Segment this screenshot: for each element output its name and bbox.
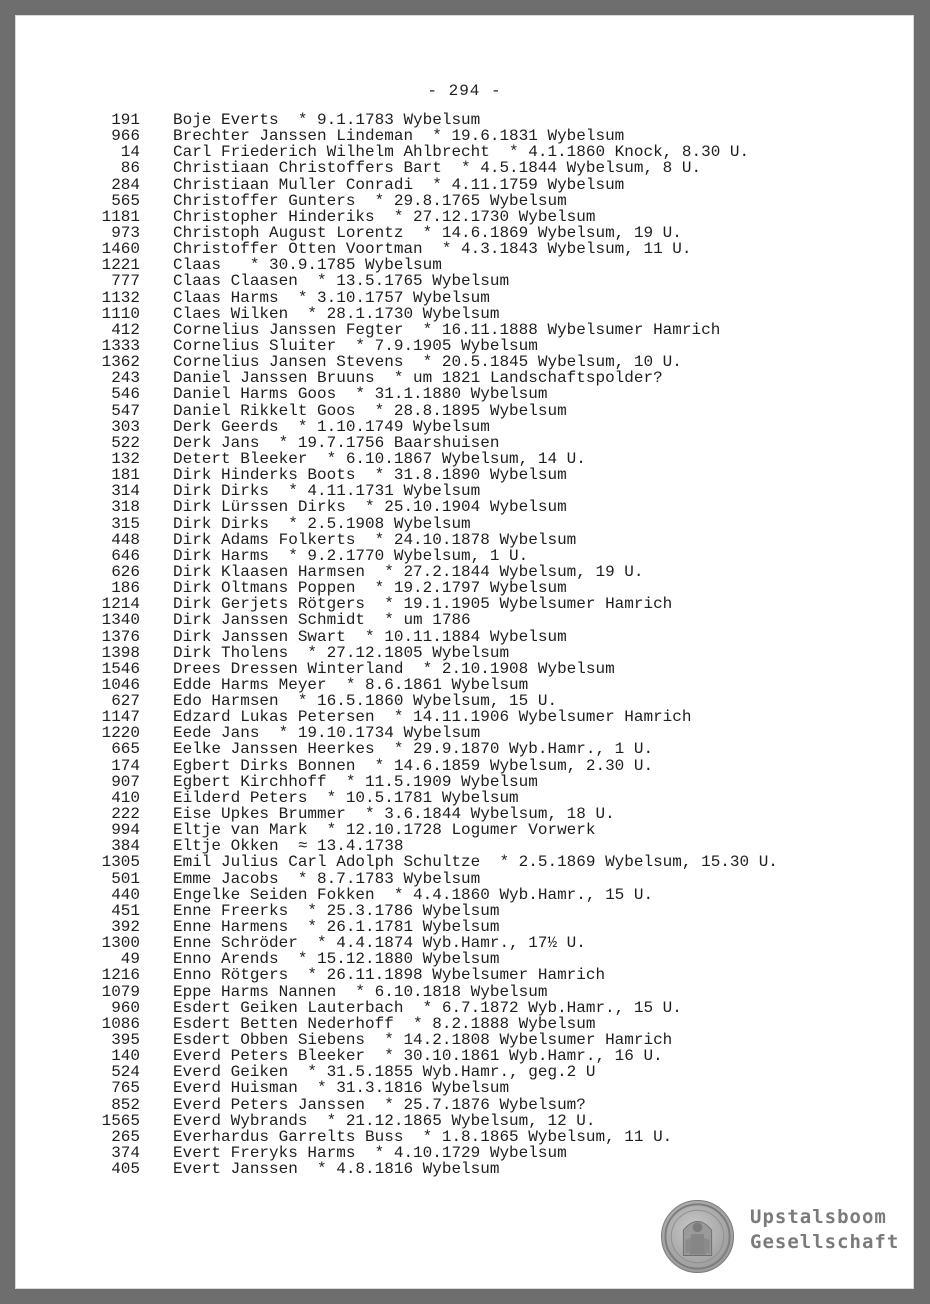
entry-text: Derk Geerds * 1.10.1749 Wybelsum: [173, 417, 490, 436]
list-item: [86, 661, 778, 677]
list-item: [86, 741, 778, 757]
entry-text: Engelke Seiden Fokken * 4.4.1860 Wyb.Hamr., 15 U.: [173, 885, 654, 904]
entry-text: Claas Claasen * 13.5.1765 Wybelsum: [173, 272, 510, 291]
entry-text: Dirk Harms * 9.2.1770 Wybelsum, 1 U.: [173, 546, 529, 565]
entry-text: Daniel Rikkelt Goos * 28.8.1895 Wybelsum: [173, 401, 567, 420]
list-item: [86, 693, 778, 709]
entry-text: Eltje Okken ≈ 13.4.1738: [173, 837, 404, 856]
list-item: [86, 629, 778, 645]
entry-text: Detert Bleeker * 6.10.1867 Wybelsum, 14 U.: [173, 449, 586, 468]
list-item: [86, 871, 778, 887]
entry-number: 1333: [101, 336, 140, 355]
list-item: [86, 903, 778, 919]
entry-number: 405: [111, 1160, 140, 1179]
entry-number: 1147: [101, 708, 140, 727]
list-item: [86, 1080, 778, 1096]
entry-list: [86, 112, 778, 1177]
list-item: [86, 596, 778, 612]
entry-text: Derk Jans * 19.7.1756 Baarshuisen: [173, 433, 500, 452]
entry-number: 191: [111, 111, 140, 129]
entry-number: 960: [111, 998, 140, 1017]
list-item: [86, 709, 778, 725]
list-item: [86, 225, 778, 241]
entry-number: 1110: [101, 304, 140, 323]
entry-number: 1305: [101, 853, 140, 872]
entry-number: 777: [111, 272, 140, 291]
entry-number: 852: [111, 1095, 140, 1114]
list-item: [86, 1161, 778, 1177]
list-item: [86, 645, 778, 661]
list-item: [86, 790, 778, 806]
entry-number: 49: [120, 950, 140, 969]
entry-text: Christopher Hinderiks * 27.12.1730 Wybelsum: [173, 207, 596, 226]
entry-text: Edde Harms Meyer * 8.6.1861 Wybelsum: [173, 675, 529, 694]
list-item: [86, 419, 778, 435]
entry-text: Enno Rötgers * 26.11.1898 Wybelsumer Hamrich: [173, 966, 606, 985]
entry-text: Dirk Oltmans Poppen * 19.2.1797 Wybelsum: [173, 579, 567, 598]
entry-number: 1220: [101, 724, 140, 743]
society-logo: [658, 1200, 908, 1275]
entry-number: 1046: [101, 675, 140, 694]
entry-number: 440: [111, 885, 140, 904]
entry-text: Enno Arends * 15.12.1880 Wybelsum: [173, 950, 500, 969]
entry-text: Cornelius Janssen Fegter * 16.11.1888 Wybelsumer Hamrich: [173, 320, 721, 339]
entry-number: 524: [111, 1063, 140, 1082]
list-item: [86, 1032, 778, 1048]
entry-text: Dirk Adams Folkerts * 24.10.1878 Wybelsum: [173, 530, 577, 549]
entry-number: 132: [111, 449, 140, 468]
entry-text: Emme Jacobs * 8.7.1783 Wybelsum: [173, 869, 481, 888]
entry-text: Everd Peters Janssen * 25.7.1876 Wybelsum?: [173, 1095, 586, 1114]
list-item: [86, 1145, 778, 1161]
list-item: [86, 1097, 778, 1113]
entry-number: 181: [111, 466, 140, 485]
entry-text: Dirk Hinderks Boots * 31.8.1890 Wybelsum: [173, 466, 567, 485]
entry-text: Enne Schröder * 4.4.1874 Wyb.Hamr., 17½ U.: [173, 934, 586, 953]
list-item: [86, 1113, 778, 1129]
list-item: [86, 677, 778, 693]
entry-text: Eilderd Peters * 10.5.1781 Wybelsum: [173, 788, 519, 807]
entry-number: 186: [111, 579, 140, 598]
entry-text: Egbert Kirchhoff * 11.5.1909 Wybelsum: [173, 772, 538, 791]
entry-number: 665: [111, 740, 140, 759]
entry-text: Egbert Dirks Bonnen * 14.6.1859 Wybelsum, 2.30 U.: [173, 756, 654, 775]
entry-number: 284: [111, 175, 140, 194]
list-item: [86, 1016, 778, 1032]
entry-number: 1300: [101, 934, 140, 953]
entry-number: 765: [111, 1079, 140, 1098]
entry-text: Evert Janssen * 4.8.1816 Wybelsum: [173, 1160, 500, 1179]
list-item: [86, 306, 778, 322]
entry-text: Claas Harms * 3.10.1757 Wybelsum: [173, 288, 490, 307]
entry-number: 1132: [101, 288, 140, 307]
entry-text: Cornelius Jansen Stevens * 20.5.1845 Wybelsum, 10 U.: [173, 353, 682, 372]
list-item: [86, 1000, 778, 1016]
list-item: [86, 758, 778, 774]
entry-text: Dirk Janssen Schmidt * um 1786: [173, 611, 471, 630]
entry-number: 1340: [101, 611, 140, 630]
entry-number: 994: [111, 821, 140, 840]
list-item: [86, 919, 778, 935]
entry-text: Everhardus Garrelts Buss * 1.8.1865 Wybelsum, 11 U.: [173, 1127, 673, 1146]
list-item: [86, 564, 778, 580]
list-item: [86, 338, 778, 354]
entry-number: 1376: [101, 627, 140, 646]
entry-number: 1086: [101, 1014, 140, 1033]
list-item: [86, 1064, 778, 1080]
entry-text: Boje Everts * 9.1.1783 Wybelsum: [173, 111, 481, 129]
entry-text: Enne Freerks * 25.3.1786 Wybelsum: [173, 901, 500, 920]
entry-number: 1398: [101, 643, 140, 662]
entry-number: 395: [111, 1031, 140, 1050]
entry-number: 966: [111, 127, 140, 146]
entry-number: 265: [111, 1127, 140, 1146]
list-item: [86, 241, 778, 257]
entry-text: Esdert Obben Siebens * 14.2.1808 Wybelsumer Hamrich: [173, 1031, 673, 1050]
entry-text: Dirk Klaasen Harmsen * 27.2.1844 Wybelsum, 19 U.: [173, 562, 644, 581]
entry-number: 315: [111, 514, 140, 533]
entry-number: 392: [111, 918, 140, 937]
entry-text: Dirk Tholens * 27.12.1805 Wybelsum: [173, 643, 510, 662]
entry-text: Eltje van Mark * 12.10.1728 Logumer Vorwerk: [173, 821, 596, 840]
entry-text: Enne Harmens * 26.1.1781 Wybelsum: [173, 918, 500, 937]
list-item: [86, 193, 778, 209]
list-item: [86, 290, 778, 306]
entry-number: 1460: [101, 240, 140, 259]
entry-text: Christoffer Gunters * 29.8.1765 Wybelsum: [173, 191, 567, 210]
list-item: [86, 483, 778, 499]
seal-icon: [661, 1200, 734, 1273]
entry-number: 1216: [101, 966, 140, 985]
list-item: [86, 612, 778, 628]
entry-text: Christoffer Otten Voortman * 4.3.1843 Wybelsum, 11 U.: [173, 240, 692, 259]
list-item: [86, 580, 778, 596]
entry-number: 174: [111, 756, 140, 775]
entry-text: Dirk Janssen Swart * 10.11.1884 Wybelsum: [173, 627, 567, 646]
entry-text: Claes Wilken * 28.1.1730 Wybelsum: [173, 304, 500, 323]
entry-text: Daniel Janssen Bruuns * um 1821 Landschaftspolder?: [173, 369, 663, 388]
list-item: [86, 370, 778, 386]
entry-text: Christiaan Christoffers Bart * 4.5.1844 Wybelsum, 8 U.: [173, 159, 702, 178]
entry-number: 451: [111, 901, 140, 920]
list-item: [86, 257, 778, 273]
entry-text: Christiaan Muller Conradi * 4.11.1759 Wybelsum: [173, 175, 625, 194]
list-item: [86, 177, 778, 193]
entry-number: 626: [111, 562, 140, 581]
list-item: [86, 1048, 778, 1064]
entry-number: 1181: [101, 207, 140, 226]
entry-text: Dirk Dirks * 4.11.1731 Wybelsum: [173, 482, 481, 501]
list-item: [86, 774, 778, 790]
logo-text: [750, 1205, 899, 1255]
list-item: [86, 499, 778, 515]
list-item: [86, 532, 778, 548]
entry-number: 1362: [101, 353, 140, 372]
list-item: [86, 160, 778, 176]
list-item: [86, 1129, 778, 1145]
document-page: [15, 15, 914, 1289]
list-item: [86, 548, 778, 564]
logo-line-2: Gesellschaft: [750, 1231, 900, 1253]
entry-number: 412: [111, 320, 140, 339]
list-item: [86, 822, 778, 838]
list-item: [86, 967, 778, 983]
list-item: [86, 854, 778, 870]
entry-text: Daniel Harms Goos * 31.1.1880 Wybelsum: [173, 385, 548, 404]
entry-number: 565: [111, 191, 140, 210]
entry-text: Esdert Betten Nederhoff * 8.2.1888 Wybelsum: [173, 1014, 596, 1033]
entry-number: 1546: [101, 659, 140, 678]
entry-text: Edo Harmsen * 16.5.1860 Wybelsum, 15 U.: [173, 692, 558, 711]
list-item: [86, 467, 778, 483]
list-item: [86, 403, 778, 419]
entry-number: 384: [111, 837, 140, 856]
entry-number: 243: [111, 369, 140, 388]
entry-number: 140: [111, 1047, 140, 1066]
entry-number: 14: [120, 143, 140, 162]
list-item: [86, 386, 778, 402]
list-item: [86, 984, 778, 1000]
entry-text: Carl Friederich Wilhelm Ahlbrecht * 4.1.1860 Knock, 8.30 U.: [173, 143, 750, 162]
list-item: [86, 838, 778, 854]
list-item: [86, 112, 778, 128]
entry-text: Brechter Janssen Lindeman * 19.6.1831 Wybelsum: [173, 127, 625, 146]
entry-number: 1079: [101, 982, 140, 1001]
entry-number: 448: [111, 530, 140, 549]
entry-number: 374: [111, 1144, 140, 1162]
entry-number: 1565: [101, 1111, 140, 1130]
entry-text: Esdert Geiken Lauterbach * 6.7.1872 Wyb.Hamr., 15 U.: [173, 998, 682, 1017]
entry-number: 522: [111, 433, 140, 452]
entry-text: Everd Huisman * 31.3.1816 Wybelsum: [173, 1079, 510, 1098]
entry-number: 501: [111, 869, 140, 888]
entry-number: 1214: [101, 595, 140, 614]
list-item: [86, 935, 778, 951]
list-item: [86, 322, 778, 338]
entry-text: Everd Peters Bleeker * 30.10.1861 Wyb.Hamr., 16 U.: [173, 1047, 663, 1066]
entry-text: Claas * 30.9.1785 Wybelsum: [173, 256, 442, 275]
entry-text: Eise Upkes Brummer * 3.6.1844 Wybelsum, 18 U.: [173, 805, 615, 824]
list-item: [86, 806, 778, 822]
entry-text: Eelke Janssen Heerkes * 29.9.1870 Wyb.Hamr., 1 U.: [173, 740, 654, 759]
entry-text: Dirk Lürssen Dirks * 25.10.1904 Wybelsum: [173, 498, 567, 517]
list-item: [86, 451, 778, 467]
entry-text: Everd Wybrands * 21.12.1865 Wybelsum, 12 U.: [173, 1111, 596, 1130]
entry-text: Drees Dressen Winterland * 2.10.1908 Wybelsum: [173, 659, 615, 678]
list-item: [86, 273, 778, 289]
entry-number: 646: [111, 546, 140, 565]
entry-text: Edzard Lukas Petersen * 14.11.1906 Wybelsumer Hamrich: [173, 708, 692, 727]
page-number: - 294 -: [427, 82, 502, 100]
entry-number: 627: [111, 692, 140, 711]
list-item: [86, 887, 778, 903]
entry-text: Everd Geiken * 31.5.1855 Wyb.Hamr., geg.2 U: [173, 1063, 596, 1082]
entry-number: 547: [111, 401, 140, 420]
entry-number: 546: [111, 385, 140, 404]
list-item: [86, 435, 778, 451]
list-item: [86, 951, 778, 967]
entry-text: Dirk Dirks * 2.5.1908 Wybelsum: [173, 514, 471, 533]
entry-number: 410: [111, 788, 140, 807]
entry-text: Emil Julius Carl Adolph Schultze * 2.5.1869 Wybelsum, 15.30 U.: [173, 853, 778, 872]
entry-text: Dirk Gerjets Rötgers * 19.1.1905 Wybelsumer Hamrich: [173, 595, 673, 614]
entry-text: Evert Freryks Harms * 4.10.1729 Wybelsum: [173, 1144, 567, 1162]
list-item: [86, 354, 778, 370]
entry-number: 907: [111, 772, 140, 791]
list-item: [86, 144, 778, 160]
entry-number: 318: [111, 498, 140, 517]
entry-number: 86: [120, 159, 140, 178]
list-item: [86, 209, 778, 225]
entry-number: 973: [111, 223, 140, 242]
entry-text: Eppe Harms Nannen * 6.10.1818 Wybelsum: [173, 982, 548, 1001]
logo-line-1: Upstalsboom: [750, 1206, 887, 1228]
entry-text: Cornelius Sluiter * 7.9.1905 Wybelsum: [173, 336, 538, 355]
entry-text: Eede Jans * 19.10.1734 Wybelsum: [173, 724, 481, 743]
entry-text: Christoph August Lorentz * 14.6.1869 Wybelsum, 19 U.: [173, 223, 682, 242]
entry-number: 222: [111, 805, 140, 824]
entry-number: 1221: [101, 256, 140, 275]
entry-number: 314: [111, 482, 140, 501]
entry-number: 303: [111, 417, 140, 436]
list-item: [86, 725, 778, 741]
list-item: [86, 128, 778, 144]
list-item: [86, 516, 778, 532]
